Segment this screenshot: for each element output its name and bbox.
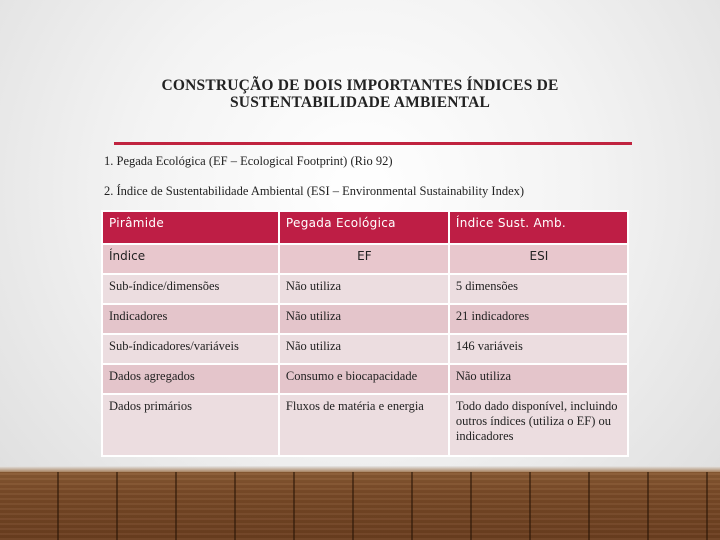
comparison-table	[101, 210, 629, 457]
table-header-row	[102, 211, 628, 244]
table-cell: Fluxos de matéria e energia	[279, 394, 449, 456]
table-cell: Consumo e biocapacidade	[279, 364, 449, 394]
point-2: 2. Índice de Sustentabilidade Ambiental (ESI – Environmental Sustainability Index)	[104, 184, 525, 198]
table-cell: Não utiliza	[279, 274, 449, 304]
table-cell: Não utiliza	[279, 334, 449, 364]
table-cell: Dados primários	[102, 394, 279, 456]
table-cell: Dados agregados	[102, 364, 279, 394]
table-row	[102, 394, 628, 456]
slide-title-line-1: CONSTRUÇÃO DE DOIS IMPORTANTES ÍNDICES DE	[161, 77, 559, 94]
table-cell: Não utiliza	[279, 304, 449, 334]
table-cell: 5 dimensões	[449, 274, 628, 304]
table-row	[102, 304, 628, 334]
table-cell: Todo dado disponível, incluindo outros índices (utiliza o EF) ou indicadores	[449, 394, 628, 456]
title-underline	[114, 142, 632, 145]
table-cell: 146 variáveis	[449, 334, 628, 364]
wooden-floor	[0, 472, 720, 540]
slide-title-line-2: SUSTENTABILIDADE AMBIENTAL	[229, 94, 490, 111]
table-cell: 21 indicadores	[449, 304, 628, 334]
table-row	[102, 334, 628, 364]
table-row	[102, 274, 628, 304]
table-cell: Sub-índicadores/variáveis	[102, 334, 279, 364]
header-cell: Pegada Ecológica	[279, 211, 449, 244]
table-cell: Índice	[102, 244, 279, 274]
table-cell: EF	[279, 244, 449, 274]
point-1: 1. Pegada Ecológica (EF – Ecological Footprint) (Rio 92)	[104, 154, 393, 168]
header-cell: Pirâmide	[102, 211, 279, 244]
table-row	[102, 364, 628, 394]
header-cell: Índice Sust. Amb.	[449, 211, 628, 244]
table-cell: Não utiliza	[449, 364, 628, 394]
index-row	[102, 244, 628, 274]
table-cell: ESI	[449, 244, 628, 274]
slide-title	[100, 77, 620, 111]
table-cell: Indicadores	[102, 304, 279, 334]
table-cell: Sub-índice/dimensões	[102, 274, 279, 304]
